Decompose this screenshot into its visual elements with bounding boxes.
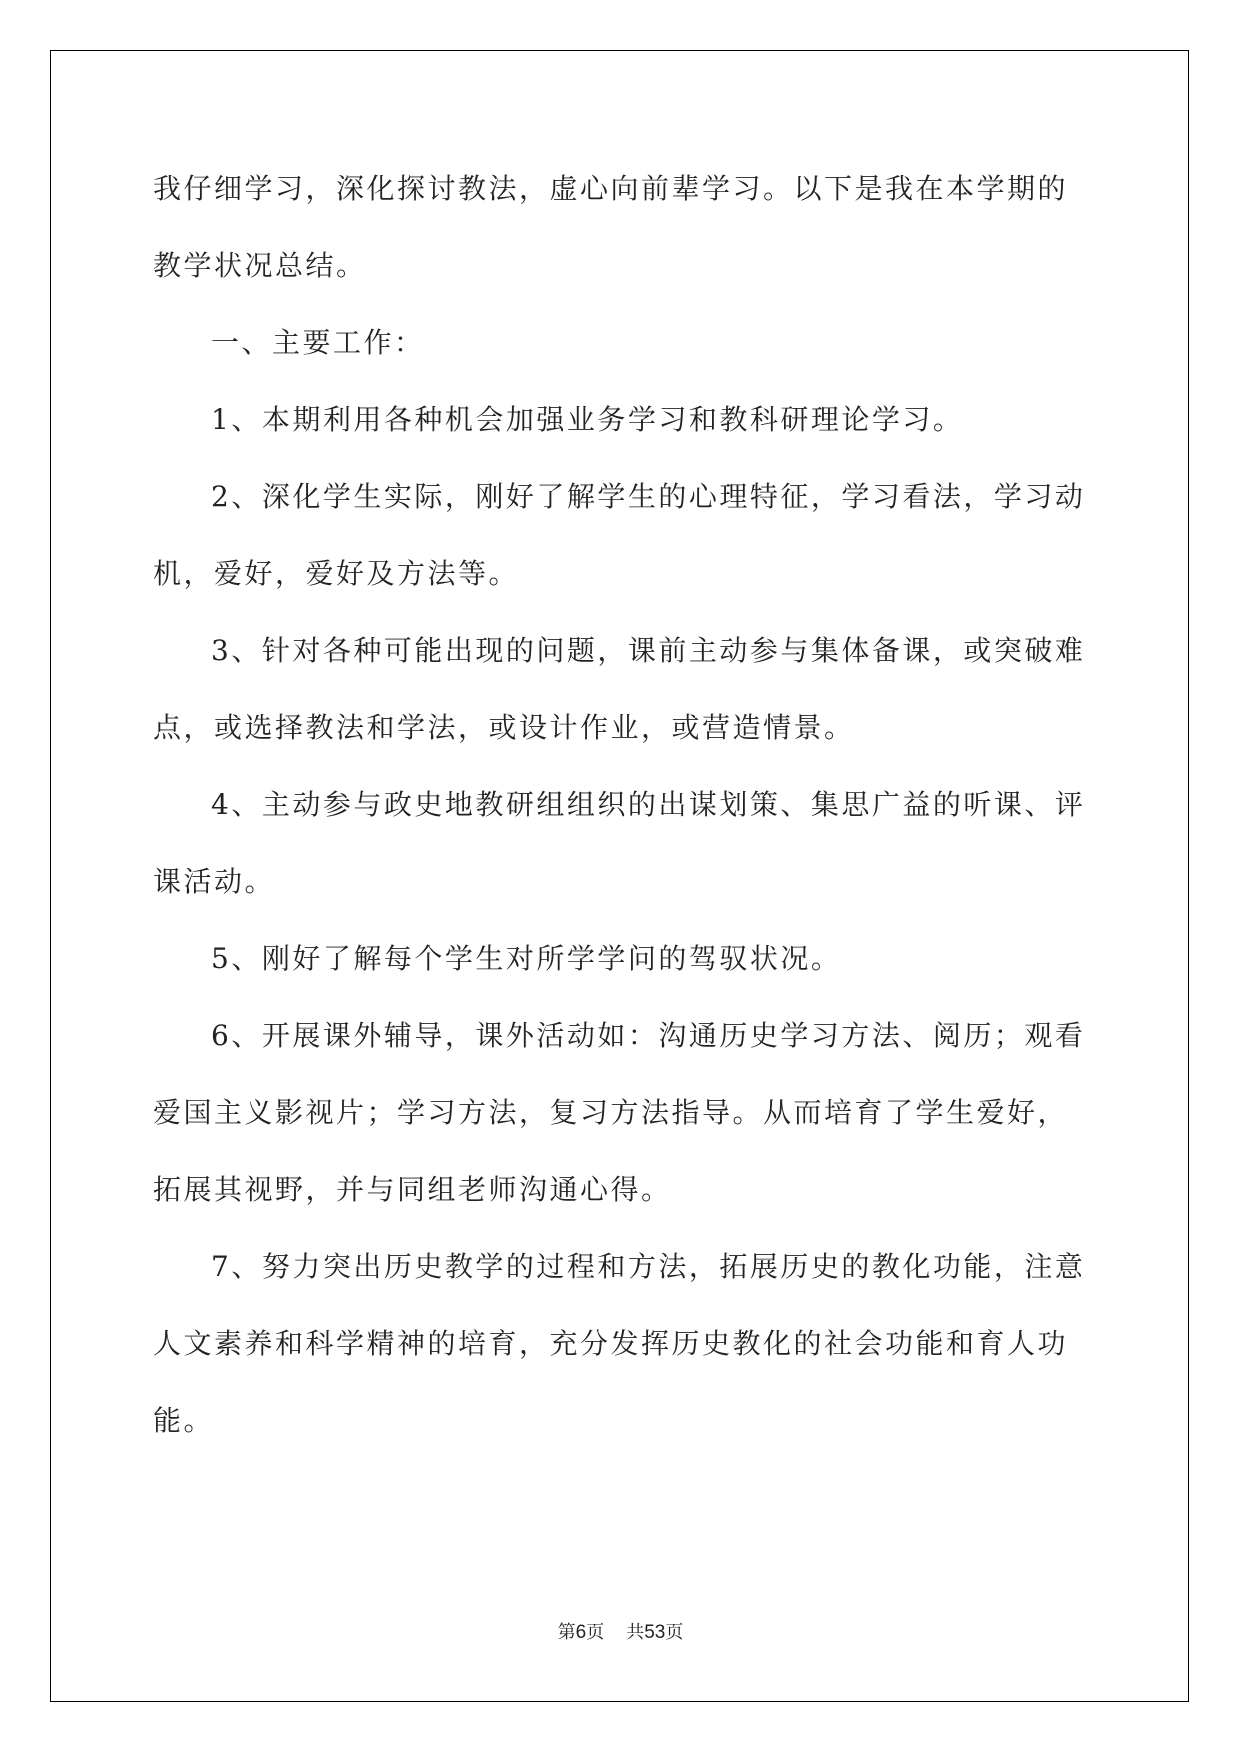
document-body — [153, 160, 1093, 1469]
text-line: 我仔细学习，深化探讨教法，虚心向前辈学习。以下是我在本学期的 — [153, 172, 1069, 205]
page-footer — [0, 1618, 1241, 1644]
list-item: 6、开展课外辅导，课外活动如：沟通历史学习方法、阅历；观看 — [211, 1019, 1086, 1052]
total-pages-suffix: 页 — [665, 1622, 684, 1643]
page-number-suffix: 页 — [586, 1622, 605, 1643]
list-item: 2、深化学生实际，刚好了解学生的心理特征，学习看法，学习动 — [211, 480, 1086, 513]
list-item: 7、努力突出历史教学的过程和方法，拓展历史的教化功能，注意 — [211, 1250, 1086, 1283]
text-line: 课活动。 — [153, 865, 276, 898]
text-line: 拓展其视野，并与同组老师沟通心得。 — [153, 1173, 672, 1206]
text-line: 机，爱好，爱好及方法等。 — [153, 557, 520, 590]
text-line: 教学状况总结。 — [153, 249, 367, 282]
list-item: 1、本期利用各种机会加强业务学习和教科研理论学习。 — [211, 403, 964, 436]
page-number-prefix: 第 — [557, 1622, 576, 1643]
section-heading: 一、主要工作： — [211, 326, 425, 359]
text-line: 人文素养和科学精神的培育，充分发挥历史教化的社会功能和育人功 — [153, 1327, 1069, 1360]
total-pages: 53 — [644, 1622, 666, 1643]
list-item: 4、主动参与政史地教研组组织的出谋划策、集思广益的听课、评 — [211, 788, 1086, 821]
list-item: 3、针对各种可能出现的问题，课前主动参与集体备课，或突破难 — [211, 634, 1086, 667]
list-item: 5、刚好了解每个学生对所学学问的驾驭状况。 — [211, 942, 842, 975]
page-number: 6 — [575, 1622, 587, 1643]
text-line: 点，或选择教法和学法，或设计作业，或营造情景。 — [153, 711, 855, 744]
text-line: 爱国主义影视片；学习方法，复习方法指导。从而培育了学生爱好， — [153, 1096, 1069, 1129]
total-pages-prefix: 共 — [626, 1622, 645, 1643]
text-line: 能。 — [153, 1404, 215, 1437]
